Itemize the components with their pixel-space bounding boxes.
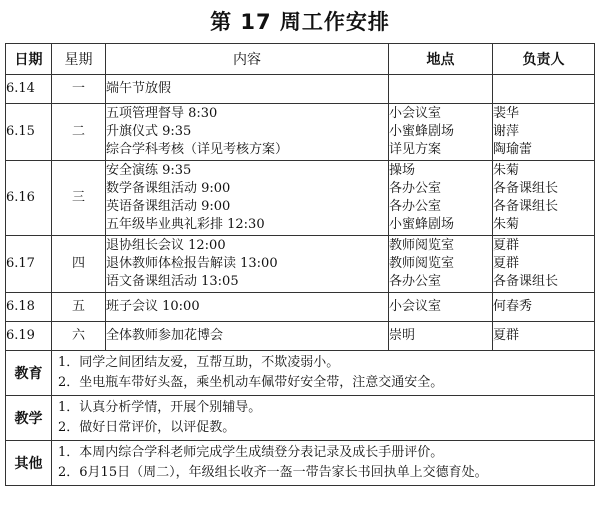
content-item: 语文备课组活动 13:05 — [106, 274, 239, 289]
place-item: 各办公室 — [389, 181, 442, 196]
weekday-cell — [52, 293, 106, 322]
content-item: 五项管理督导 8:30 — [106, 106, 218, 121]
schedule-row — [6, 322, 595, 351]
place-cell — [389, 161, 493, 236]
place-item: 崇明 — [389, 328, 416, 343]
note-row — [6, 441, 595, 486]
person-item: 各备课组长 — [493, 274, 559, 289]
person-item: 谢萍 — [493, 124, 520, 139]
note-line: 2．坐电瓶车带好头盔，乘坐机动车佩带好安全带，注意交通安全。 — [58, 375, 444, 390]
weekday-cell — [52, 322, 106, 351]
person-item: 陶瑜蕾 — [493, 142, 533, 157]
date-cell — [6, 322, 52, 351]
date-cell — [6, 104, 52, 161]
place-cell — [389, 293, 493, 322]
schedule-row — [6, 161, 595, 236]
note-line: 2．做好日常评价，以评促教。 — [58, 420, 236, 435]
date-cell — [6, 236, 52, 293]
place-item: 各办公室 — [389, 274, 442, 289]
date-text: 6.19 — [6, 328, 35, 343]
person-cell — [493, 75, 595, 104]
content-item: 英语备课组活动 9:00 — [106, 199, 231, 214]
date-cell — [6, 75, 52, 104]
date-text: 6.18 — [6, 299, 35, 314]
place-item: 操场 — [389, 163, 416, 178]
place-item: 详见方案 — [389, 142, 442, 157]
note-category: 教学 — [6, 396, 52, 441]
schedule-row — [6, 104, 595, 161]
place-item: 小会议室 — [389, 299, 442, 314]
weekday-cell — [52, 104, 106, 161]
note-line: 1．本周内综合学科老师完成学生成绩登分表记录及成长手册评价。 — [58, 445, 444, 460]
place-item: 小蜜蜂剧场 — [389, 217, 455, 232]
content-item: 五年级毕业典礼彩排 12:30 — [106, 217, 265, 232]
content-cell — [106, 75, 389, 104]
header-date: 日期 — [6, 44, 52, 75]
note-row — [6, 396, 595, 441]
weekday-text: 一 — [71, 81, 85, 96]
date-text: 6.15 — [6, 124, 35, 139]
date-cell — [6, 161, 52, 236]
person-item: 朱菊 — [493, 217, 520, 232]
content-cell — [106, 236, 389, 293]
schedule-row — [6, 75, 595, 104]
place-item — [389, 80, 492, 98]
note-body — [52, 351, 595, 396]
date-cell — [6, 293, 52, 322]
person-item: 夏群 — [493, 256, 520, 271]
note-line: 1．认真分析学情，开展个别辅导。 — [58, 400, 262, 415]
schedule-row — [6, 236, 595, 293]
content-item: 数学备课组活动 9:00 — [106, 181, 231, 196]
header-weekday: 星期 — [52, 44, 106, 75]
place-item: 教师阅览室 — [389, 238, 455, 253]
header-place: 地点 — [389, 44, 493, 75]
person-cell — [493, 236, 595, 293]
person-cell — [493, 104, 595, 161]
person-item: 各备课组长 — [493, 199, 559, 214]
content-item: 全体教师参加花博会 — [106, 328, 224, 343]
person-item — [493, 80, 594, 98]
header-row — [6, 44, 595, 75]
content-item: 端午节放假 — [106, 81, 172, 96]
weekday-text: 二 — [71, 124, 85, 139]
note-body — [52, 441, 595, 486]
place-item: 小会议室 — [389, 106, 442, 121]
place-item: 教师阅览室 — [389, 256, 455, 271]
place-cell — [389, 322, 493, 351]
place-item: 各办公室 — [389, 199, 442, 214]
person-item: 夏群 — [493, 328, 520, 343]
weekday-cell — [52, 236, 106, 293]
header-content: 内容 — [106, 44, 389, 75]
date-text: 6.17 — [6, 256, 35, 271]
person-cell — [493, 322, 595, 351]
note-row — [6, 351, 595, 396]
content-cell — [106, 104, 389, 161]
person-cell — [493, 293, 595, 322]
weekday-text: 四 — [71, 256, 85, 271]
content-cell — [106, 322, 389, 351]
header-person: 负责人 — [493, 44, 595, 75]
content-item: 退协组长会议 12:00 — [106, 238, 226, 253]
place-cell — [389, 104, 493, 161]
content-item: 升旗仪式 9:35 — [106, 124, 192, 139]
place-cell — [389, 236, 493, 293]
content-cell — [106, 161, 389, 236]
schedule-row — [6, 293, 595, 322]
content-item: 退休教师体检报告解读 13:00 — [106, 256, 278, 271]
weekday-cell — [52, 75, 106, 104]
schedule-table — [5, 43, 595, 486]
content-item: 综合学科考核（详见考核方案） — [106, 142, 289, 157]
weekday-text: 三 — [71, 190, 85, 205]
person-item: 各备课组长 — [493, 181, 559, 196]
person-item: 何春秀 — [493, 299, 533, 314]
person-cell — [493, 161, 595, 236]
date-text: 6.14 — [6, 81, 35, 96]
note-category: 其他 — [6, 441, 52, 486]
note-body — [52, 396, 595, 441]
person-item: 夏群 — [493, 238, 520, 253]
place-cell — [389, 75, 493, 104]
note-category: 教育 — [6, 351, 52, 396]
weekday-text: 六 — [71, 328, 85, 343]
weekday-cell — [52, 161, 106, 236]
content-item: 班子会议 10:00 — [106, 299, 200, 314]
page-title: 第 17 周工作安排 — [210, 10, 390, 34]
note-line: 2．6月15日（周二），年级组长收齐一盔一带告家长书回执单上交德育处。 — [58, 465, 488, 480]
place-item: 小蜜蜂剧场 — [389, 124, 455, 139]
date-text: 6.16 — [6, 190, 35, 205]
content-cell — [106, 293, 389, 322]
person-item: 朱菊 — [493, 163, 520, 178]
weekday-text: 五 — [71, 299, 85, 314]
note-line: 1．同学之间团结友爱，互帮互助，不欺凌弱小。 — [58, 355, 340, 370]
person-item: 裴华 — [493, 106, 520, 121]
content-item: 安全演练 9:35 — [106, 163, 192, 178]
